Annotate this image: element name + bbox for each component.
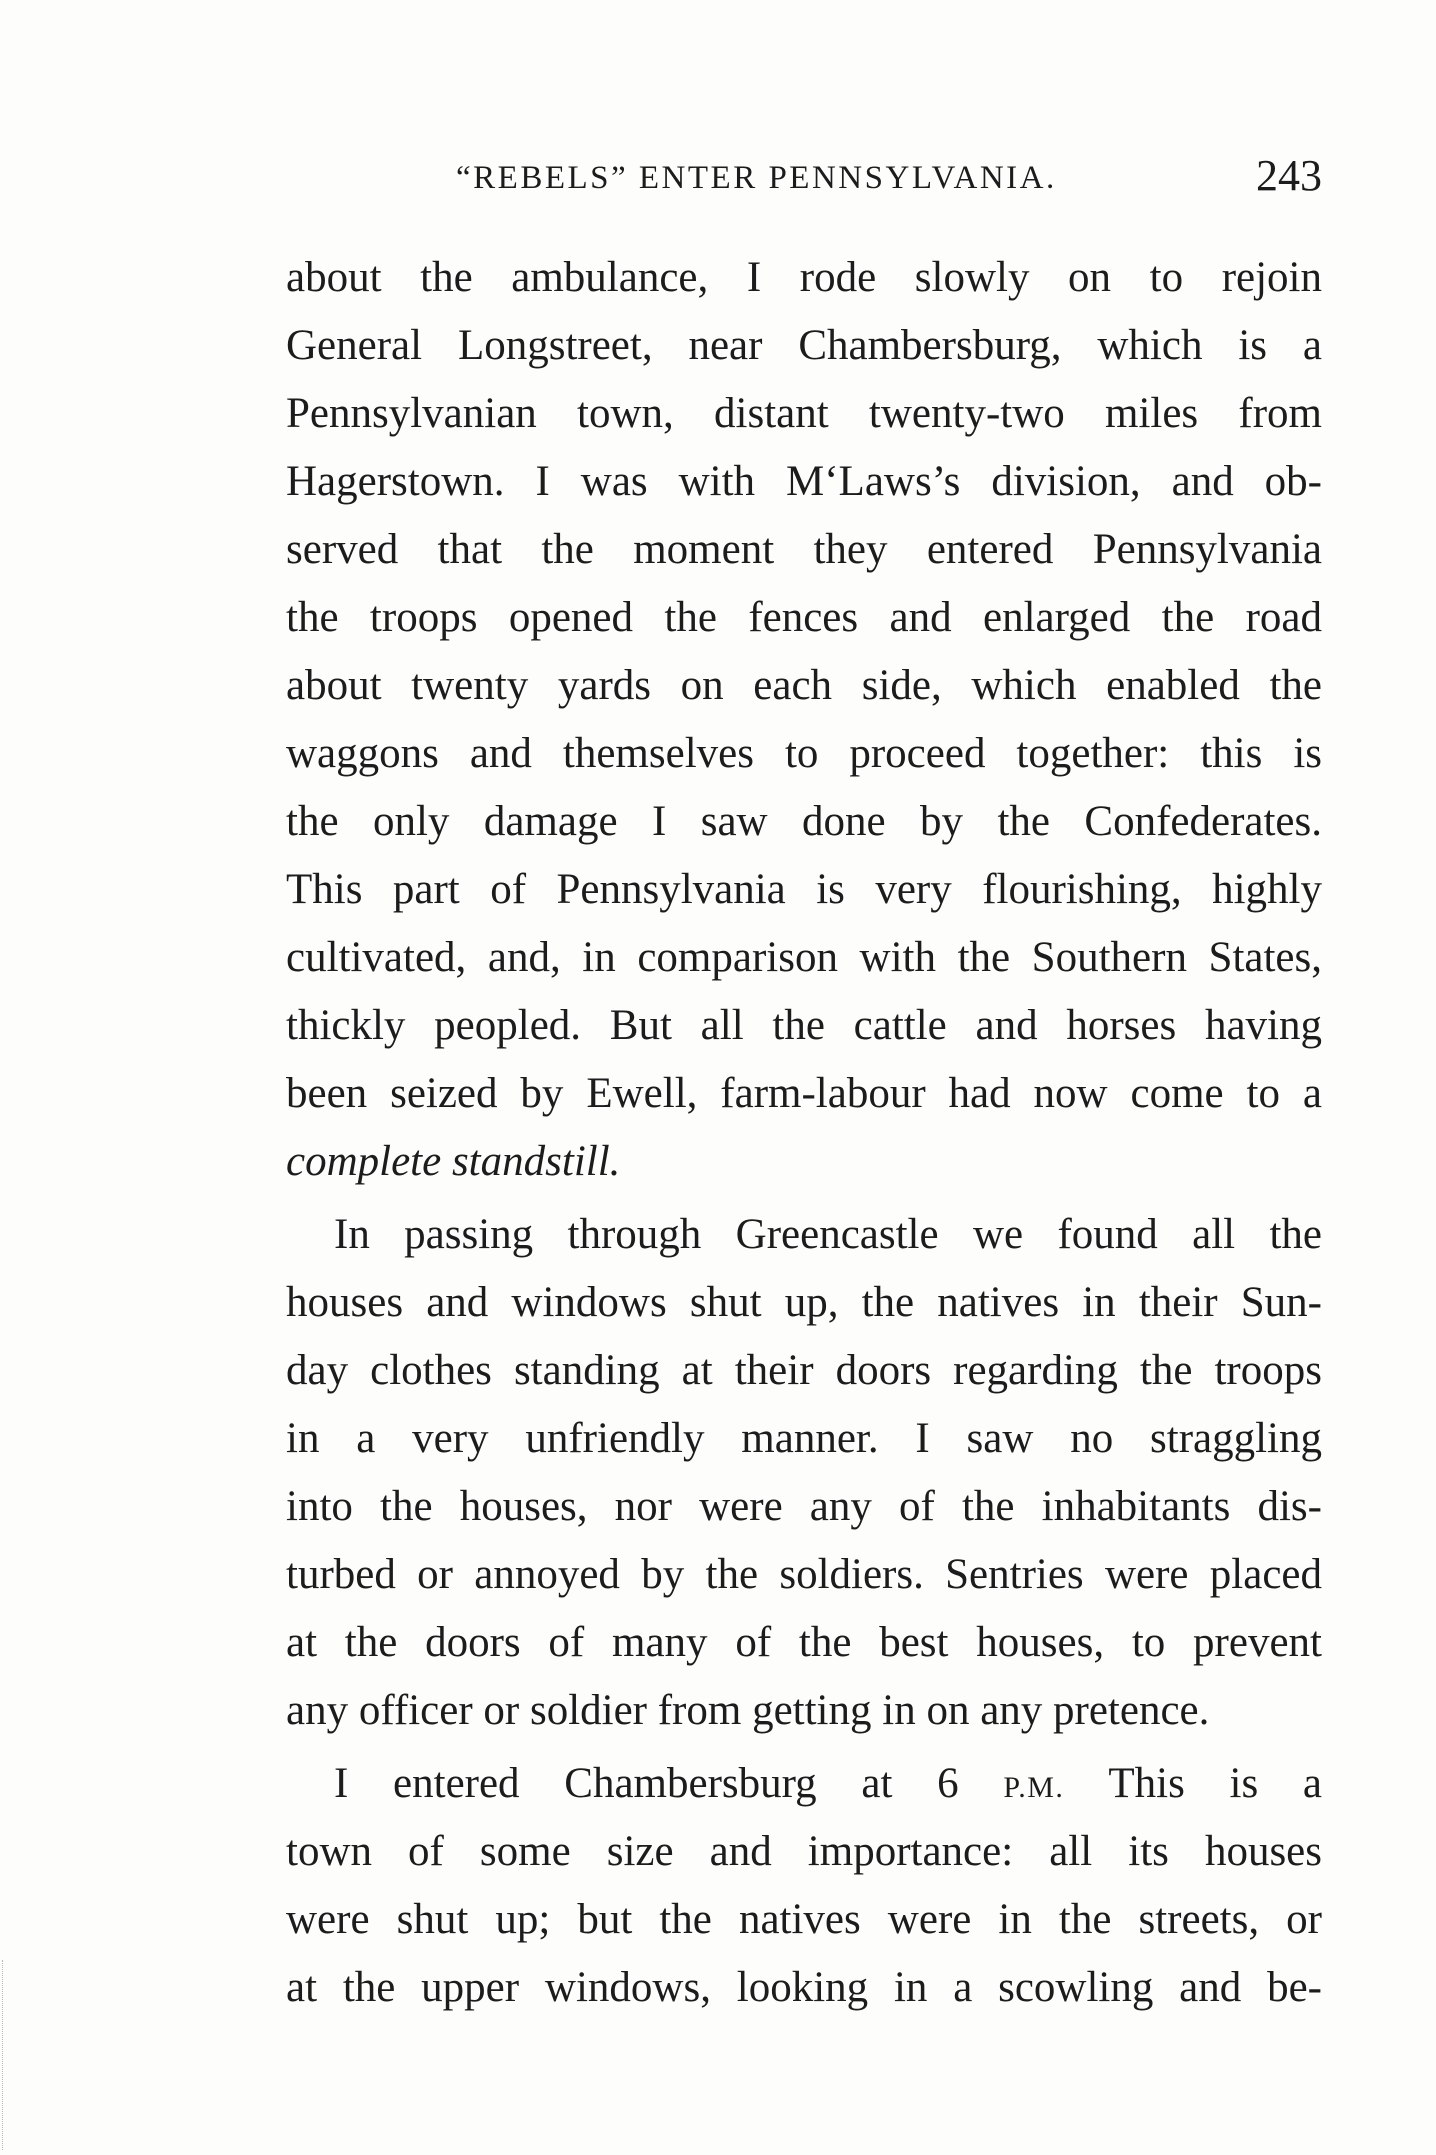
text-line: waggons and themselves to proceed together: this is bbox=[286, 730, 1322, 777]
text-line: into the houses, nor were any of the inhabitants dis- bbox=[286, 1483, 1322, 1530]
text-line: turbed or annoyed by the soldiers. Sentries were placed bbox=[286, 1551, 1322, 1598]
text-line: at the upper windows, looking in a scowling and be- bbox=[286, 1964, 1322, 2011]
text-line: Pennsylvanian town, distant twenty-two miles from bbox=[286, 390, 1322, 437]
text-line: Hagerstown. I was with M‘Laws’s division, and ob- bbox=[286, 458, 1322, 505]
body-text bbox=[286, 244, 1322, 2022]
text-segment: This is a bbox=[1108, 1760, 1322, 1807]
text-line: any officer or soldier from getting in on any pretence. bbox=[286, 1687, 1210, 1734]
small-caps-time: P.M. bbox=[1003, 1771, 1065, 1804]
text-line: served that the moment they entered Pennsylvania bbox=[286, 526, 1322, 573]
text-line: in a very unfriendly manner. I saw no straggling bbox=[286, 1415, 1322, 1462]
text-line: about the ambulance, I rode slowly on to rejoin bbox=[286, 254, 1322, 301]
text-line: day clothes standing at their doors regarding the troops bbox=[286, 1347, 1322, 1394]
text-line-italic: complete standstill. bbox=[286, 1138, 621, 1185]
text-line: In passing through Greencastle we found all the bbox=[334, 1211, 1322, 1258]
text-line: General Longstreet, near Chambersburg, which is a bbox=[286, 322, 1322, 369]
text-line bbox=[286, 1750, 1322, 1818]
text-line: houses and windows shut up, the natives in their Sun- bbox=[286, 1279, 1322, 1326]
page-edge-shadow bbox=[2, 1960, 4, 2150]
page-number: 243 bbox=[1256, 151, 1322, 200]
text-line: town of some size and importance: all its houses bbox=[286, 1828, 1322, 1875]
text-line: about twenty yards on each side, which enabled the bbox=[286, 662, 1322, 709]
text-line: were shut up; but the natives were in the streets, or bbox=[286, 1896, 1322, 1943]
text-line: the only damage I saw done by the Confederates. bbox=[286, 798, 1322, 845]
running-title: “REBELS” ENTER PENNSYLVANIA. bbox=[456, 160, 1057, 196]
text-line: at the doors of many of the best houses, to prevent bbox=[286, 1619, 1322, 1666]
text-line: This part of Pennsylvania is very flourishing, highly bbox=[286, 866, 1322, 913]
text-line: the troops opened the fences and enlarged the road bbox=[286, 594, 1322, 641]
text-line: cultivated, and, in comparison with the Southern States, bbox=[286, 934, 1322, 981]
running-head bbox=[286, 150, 1322, 210]
text-segment: I entered Chambersburg at 6 bbox=[334, 1760, 959, 1807]
text-line: thickly peopled. But all the cattle and horses having bbox=[286, 1002, 1322, 1049]
text-line: been seized by Ewell, farm-labour had now come to a bbox=[286, 1070, 1322, 1117]
